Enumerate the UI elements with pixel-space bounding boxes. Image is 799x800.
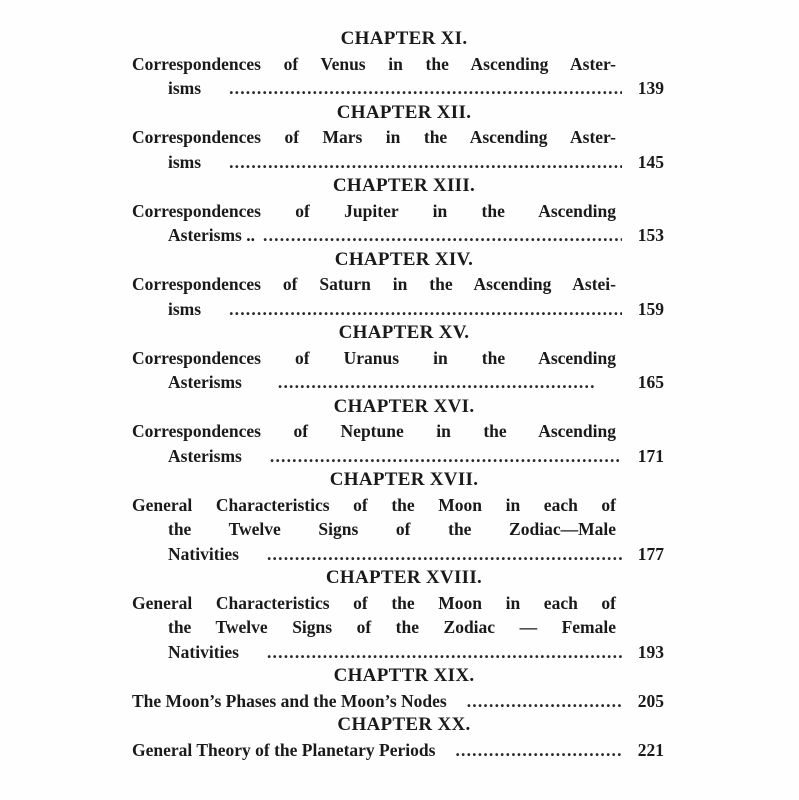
chapter-heading: CHAPTER XVI. bbox=[333, 395, 475, 417]
entry-title-end: Nativities bbox=[168, 641, 239, 662]
chapter-heading: CHAPTER XIII. bbox=[332, 175, 476, 196]
entry-title-line: the Twelve Signs of the Zodiac — Female bbox=[168, 617, 616, 637]
chapter-heading: CHAPTTR XIX. bbox=[333, 665, 475, 686]
page-number: 193 bbox=[637, 641, 664, 662]
entry-title-end: isms bbox=[168, 78, 202, 98]
chapter-heading: CHAPTER XVIII. bbox=[325, 567, 483, 588]
toc-entry bbox=[132, 468, 664, 566]
page-number: 145 bbox=[637, 151, 664, 172]
page-number: 153 bbox=[637, 225, 664, 245]
page-number: 205 bbox=[637, 690, 664, 711]
entry-title-line: Correspondences of Venus in the Ascending Aster- bbox=[132, 53, 616, 74]
table-of-contents bbox=[132, 27, 664, 762]
chapter-heading: CHAPTER XVII. bbox=[329, 469, 479, 490]
toc-entry bbox=[132, 321, 664, 395]
entry-last-line bbox=[132, 297, 664, 322]
entry-last-line bbox=[132, 444, 664, 469]
entry-title-end: Asterisms bbox=[168, 445, 242, 466]
page-number: 221 bbox=[637, 739, 664, 760]
toc-entry bbox=[132, 395, 664, 469]
chapter-heading: CHAPTER XIV. bbox=[334, 248, 474, 270]
entry-last-line bbox=[132, 76, 664, 101]
entry-title-end: isms bbox=[168, 151, 202, 172]
entry-last-line bbox=[132, 689, 664, 714]
entry-title-end: Asterisms .. bbox=[168, 225, 255, 245]
entry-title-end: isms bbox=[168, 298, 202, 319]
entry-title-line: General Characteristics of the Moon in each of bbox=[132, 494, 616, 515]
entry-title-end: Nativities bbox=[168, 543, 239, 564]
entry-title-line: Correspondences of Saturn in the Ascending Astei- bbox=[132, 274, 616, 294]
toc-entry bbox=[132, 713, 664, 762]
toc-entry bbox=[132, 664, 664, 713]
leader-dots bbox=[229, 297, 622, 322]
entry-title-line: Correspondences of Mars in the Ascending Aster- bbox=[132, 127, 616, 147]
page-number: 171 bbox=[637, 445, 664, 466]
page-number: 159 bbox=[637, 298, 664, 319]
entry-title-end: The Moon’s Phases and the Moon’s Nodes bbox=[132, 690, 447, 711]
entry-last-line bbox=[132, 738, 664, 763]
toc-entry bbox=[132, 27, 664, 101]
page-number: 139 bbox=[637, 78, 664, 98]
leader-dots bbox=[270, 444, 622, 469]
entry-title-line: the Twelve Signs of the Zodiac—Male bbox=[168, 519, 616, 539]
entry-last-line bbox=[132, 542, 664, 567]
leader-dots bbox=[229, 150, 622, 175]
entry-last-line bbox=[132, 640, 664, 665]
toc-entry bbox=[132, 566, 664, 664]
leader-dots bbox=[267, 542, 622, 567]
leader-dots bbox=[467, 689, 622, 714]
toc-entry bbox=[132, 101, 664, 175]
chapter-heading: CHAPTER XI. bbox=[340, 28, 468, 49]
chapter-heading: CHAPTER XV. bbox=[338, 322, 470, 343]
leader-dots bbox=[263, 223, 622, 248]
chapter-heading: CHAPTER XX. bbox=[337, 714, 471, 735]
entry-last-line bbox=[132, 370, 664, 395]
leader-dots bbox=[267, 640, 622, 665]
toc-entry bbox=[132, 248, 664, 322]
entry-title-end: Asterisms bbox=[168, 372, 242, 392]
leader-dots bbox=[229, 76, 622, 101]
entry-last-line bbox=[132, 223, 664, 248]
leader-dots bbox=[455, 738, 622, 763]
entry-title-line: Correspondences of Uranus in the Ascending bbox=[132, 347, 616, 368]
page-number: 177 bbox=[637, 543, 664, 564]
toc-entry bbox=[132, 174, 664, 248]
page-number: 165 bbox=[637, 372, 664, 392]
entry-title-end: General Theory of the Planetary Periods bbox=[132, 739, 436, 760]
entry-title-line: General Characteristics of the Moon in each of bbox=[132, 592, 616, 613]
entry-last-line bbox=[132, 150, 664, 175]
chapter-heading: CHAPTER XII. bbox=[336, 101, 472, 123]
leader-dots bbox=[278, 370, 594, 395]
entry-title-line: Correspondences of Jupiter in the Ascending bbox=[132, 200, 616, 221]
entry-title-line: Correspondences of Neptune in the Ascending bbox=[132, 421, 616, 441]
